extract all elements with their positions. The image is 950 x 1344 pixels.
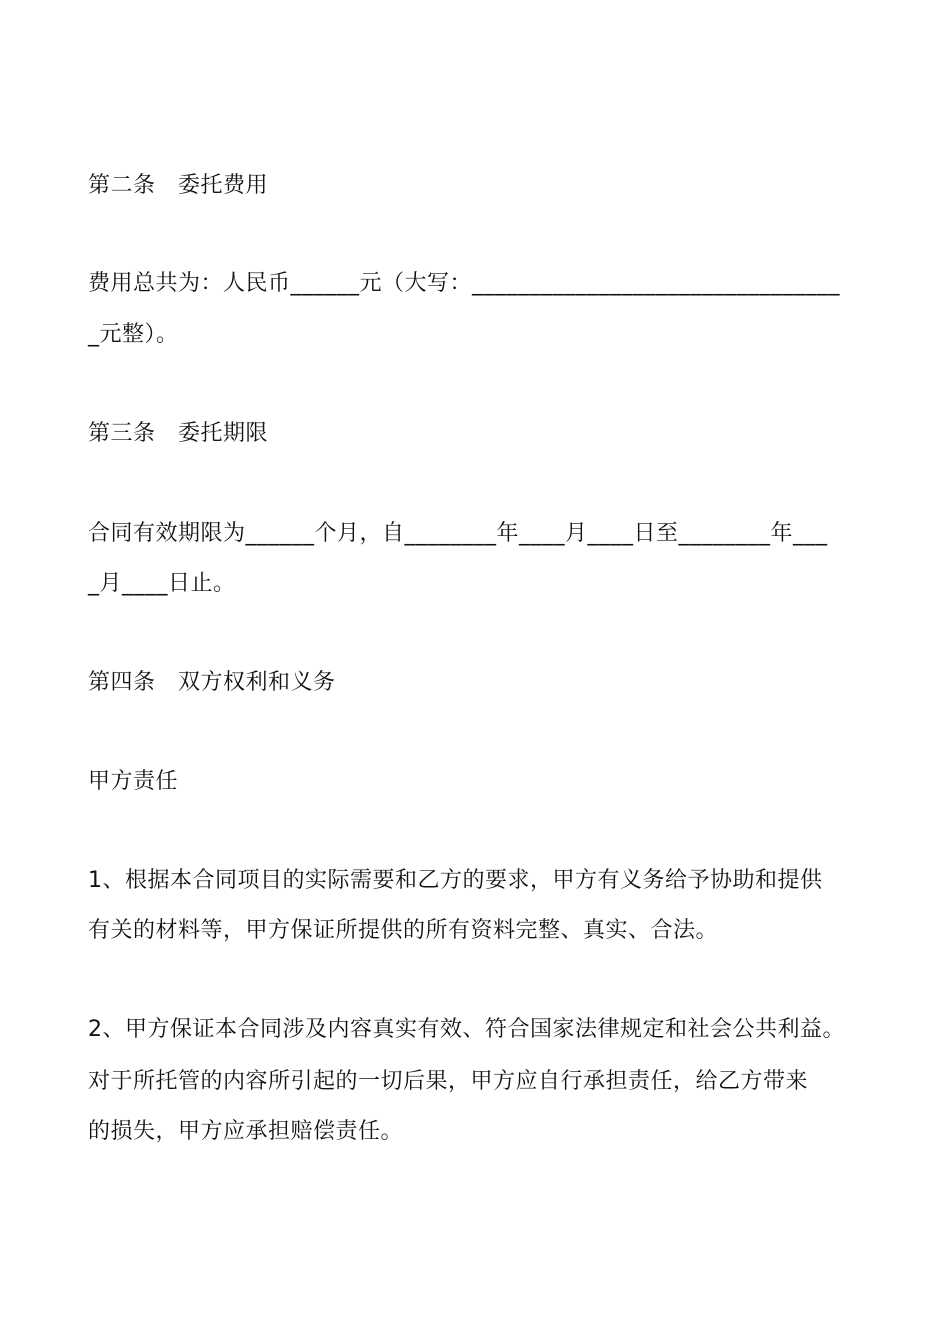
clause-1-line-2: 有关的材料等，甲方保证所提供的所有资料完整、真实、合法。 [88, 918, 719, 943]
article-3-heading: 第三条 委托期限 [88, 421, 269, 446]
party-a-responsibility-heading: 甲方责任 [88, 769, 179, 794]
article-2-heading: 第二条 委托费用 [88, 173, 269, 198]
term-period-line-continued: _月____日止。 [88, 571, 236, 596]
clause-2-line-1: 2、甲方保证本合同涉及内容真实有效、符合国家法律规定和社会公共利益。 [88, 1017, 845, 1042]
clause-2-line-3: 的损失，甲方应承担赔偿责任。 [88, 1119, 404, 1144]
term-period-line: 合同有效期限为______个月，自________年____月____日至________年___ [88, 521, 828, 546]
fee-total-line-continued: _元整）。 [88, 322, 179, 347]
clause-2-line-2: 对于所托管的内容所引起的一切后果，甲方应自行承担责任，给乙方带来 [88, 1069, 809, 1094]
article-4-heading: 第四条 双方权利和义务 [88, 670, 336, 695]
clause-1-line-1: 1、根据本合同项目的实际需要和乙方的要求，甲方有义务给予协助和提供 [88, 868, 823, 893]
fee-total-line: 费用总共为：人民币______元（大写：________________________________ [88, 271, 841, 296]
